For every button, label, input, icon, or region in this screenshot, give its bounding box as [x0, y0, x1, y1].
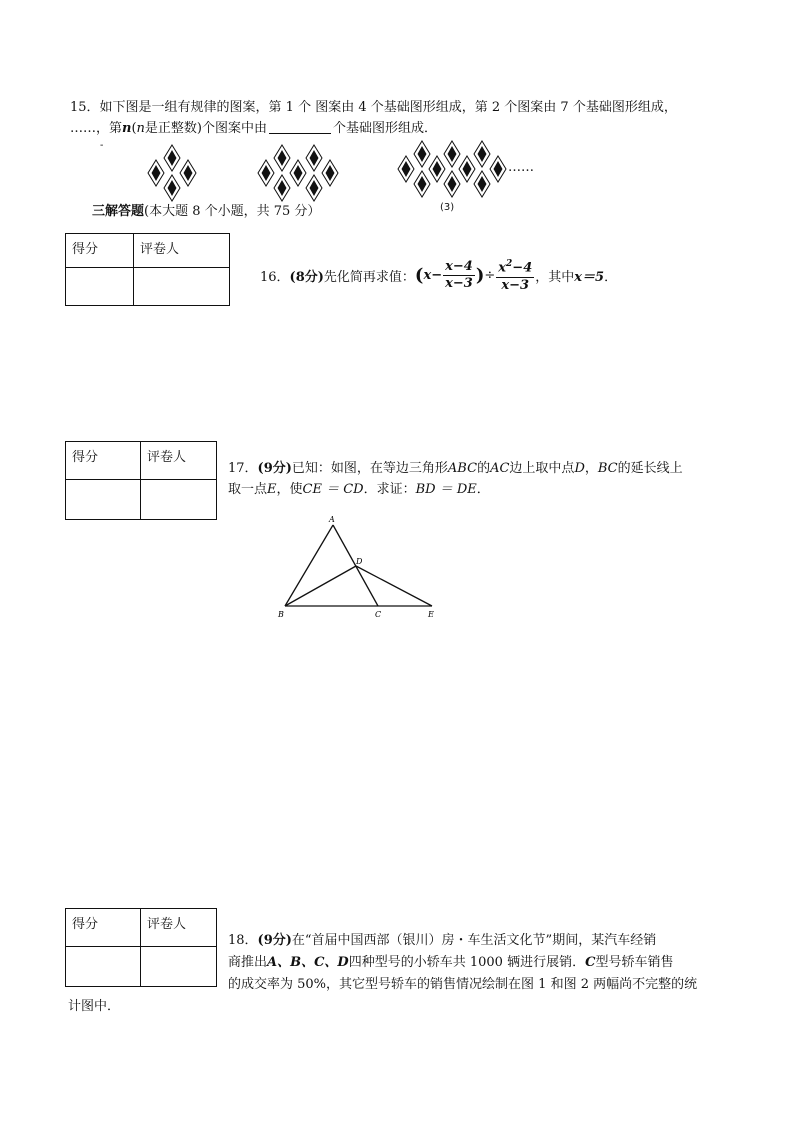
q15-line2-b: (	[131, 121, 137, 136]
score-cell[interactable]	[66, 480, 141, 520]
q18-line1	[228, 929, 656, 953]
q18-points: (9分)	[257, 933, 292, 948]
q17-line2d: ．	[476, 482, 490, 497]
q16-prefix: 16．	[260, 269, 290, 285]
q15-line2-d: 个基础图形组成．	[333, 121, 438, 136]
score-cell[interactable]	[66, 268, 134, 306]
q18-line3: 的成交率为 50%，其它型号轿车的销售情况绘制在图 1 和图 2 两幅尚不完整的统	[228, 977, 698, 992]
figure-3-label: (3)	[440, 202, 455, 213]
label-d: D	[356, 557, 363, 566]
side-ab	[285, 525, 333, 606]
q15-line2-a: ……，第	[70, 121, 123, 136]
q16-fraction-1	[443, 259, 475, 292]
q16-points: (8分)	[289, 269, 324, 285]
q17-bd: BD ＝ DE	[415, 482, 477, 497]
score-header: 得分	[66, 442, 141, 480]
section-note: (本大题 8 个小题，共 75 分）	[144, 204, 321, 219]
score-cell[interactable]	[66, 947, 141, 987]
q16-f1-num: x−4	[445, 258, 473, 274]
q18-models: A、B、C、D	[267, 955, 349, 970]
q18-prefix: 18．	[228, 933, 258, 948]
q18-cmodel: C	[585, 955, 596, 970]
score-header: 得分	[66, 909, 141, 947]
q17-line2a: 取一点	[228, 482, 268, 497]
pattern-figure-2	[258, 145, 338, 201]
q18-line4: 计图中．	[68, 999, 121, 1014]
grader-cell[interactable]	[141, 480, 217, 520]
q16-text: 先化简再求值：	[323, 269, 415, 285]
q16-f2-num-sup: 2	[506, 259, 513, 270]
q16-div: ÷	[484, 267, 496, 283]
q15-line2	[70, 117, 437, 141]
label-b: B	[278, 610, 284, 619]
q17-line2c: ．求证：	[363, 482, 416, 497]
q16-x: x	[423, 267, 432, 283]
q18-line1a: 在“首届中国西部（银川）房・车生活文化节”期间，某汽车经销	[291, 933, 657, 948]
q16-fraction-2	[496, 256, 534, 293]
q18-line2	[228, 951, 673, 975]
q15-n: n	[122, 121, 132, 136]
label-c: C	[375, 610, 382, 619]
pattern-figure-1	[148, 145, 196, 201]
q17-abc: ABC	[447, 461, 478, 476]
segment-bd	[285, 566, 356, 606]
q16-f2-den: x−3	[501, 277, 530, 293]
q17-ce: CE ＝ CD	[302, 482, 364, 497]
q17-d: D	[574, 461, 585, 476]
section-heading	[92, 200, 320, 224]
q15-line1: 15．如下图是一组有规律的图案，第 1 个 图案由 4 个基础图形组成，第 2 个图案由 7 个基础图形组成，	[70, 100, 677, 115]
label-a: A	[329, 515, 335, 524]
grader-cell[interactable]	[141, 947, 217, 987]
score-table-1	[65, 233, 230, 306]
q16-f2-num-a: x	[498, 260, 507, 276]
grader-header: 评卷人	[141, 909, 217, 947]
section-title: 三解答题	[92, 204, 145, 219]
score-header: 得分	[66, 234, 134, 268]
pattern-figure-3	[398, 141, 506, 197]
q18-line2b: 四种型号的小轿车共 1000 辆进行展销．	[348, 955, 586, 970]
q18-line2c: 型号轿车销售	[595, 955, 674, 970]
q17-line1b: 的	[477, 461, 491, 476]
q15-n2: n	[136, 121, 145, 136]
score-table-3	[65, 908, 217, 987]
grader-header: 评卷人	[134, 234, 230, 268]
q17-ac: AC	[490, 461, 510, 476]
q17-points: (9分)	[257, 461, 292, 476]
q17-e: E	[267, 482, 277, 497]
q17-line1e: 的延长线上	[617, 461, 683, 476]
q16-end: ．	[604, 269, 618, 285]
q17-prefix: 17．	[228, 461, 258, 476]
q16-where: ，其中	[535, 269, 575, 285]
q16: 16． (8分) 先化简再求值： ( x − $\frac{x-4}{x-3}$ ) ÷ $\frac{x^2-4}{x-3}$ ，其中 x＝5 ．	[260, 255, 617, 295]
pattern-ellipsis: ……	[508, 160, 534, 175]
q17-line2b: ，使	[276, 482, 303, 497]
q17-bc: BC	[597, 461, 618, 476]
q16-f2-num	[496, 256, 534, 277]
label-e: E	[428, 610, 434, 619]
q17-line1c: 边上取中点	[509, 461, 575, 476]
q15-line2-c: 是正整数)个图案中由	[144, 121, 267, 136]
q17-line1d: ，	[584, 461, 598, 476]
q16-cond: x＝5	[574, 269, 605, 285]
q17-line2	[228, 478, 490, 502]
score-table-2	[65, 441, 217, 520]
q16-f2-num-b: −4	[512, 260, 533, 276]
q16-f1-den: x−3	[445, 275, 473, 291]
q17-line1a: 已知：如图，在等边三角形	[291, 461, 448, 476]
grader-cell[interactable]	[134, 268, 230, 306]
stray-dash: -	[100, 140, 104, 151]
q16-minus: −	[431, 267, 443, 283]
answer-blank[interactable]	[269, 119, 331, 134]
grader-header: 评卷人	[141, 442, 217, 480]
triangle-figure	[270, 510, 450, 625]
q18-line2a: 商推出	[228, 955, 268, 970]
